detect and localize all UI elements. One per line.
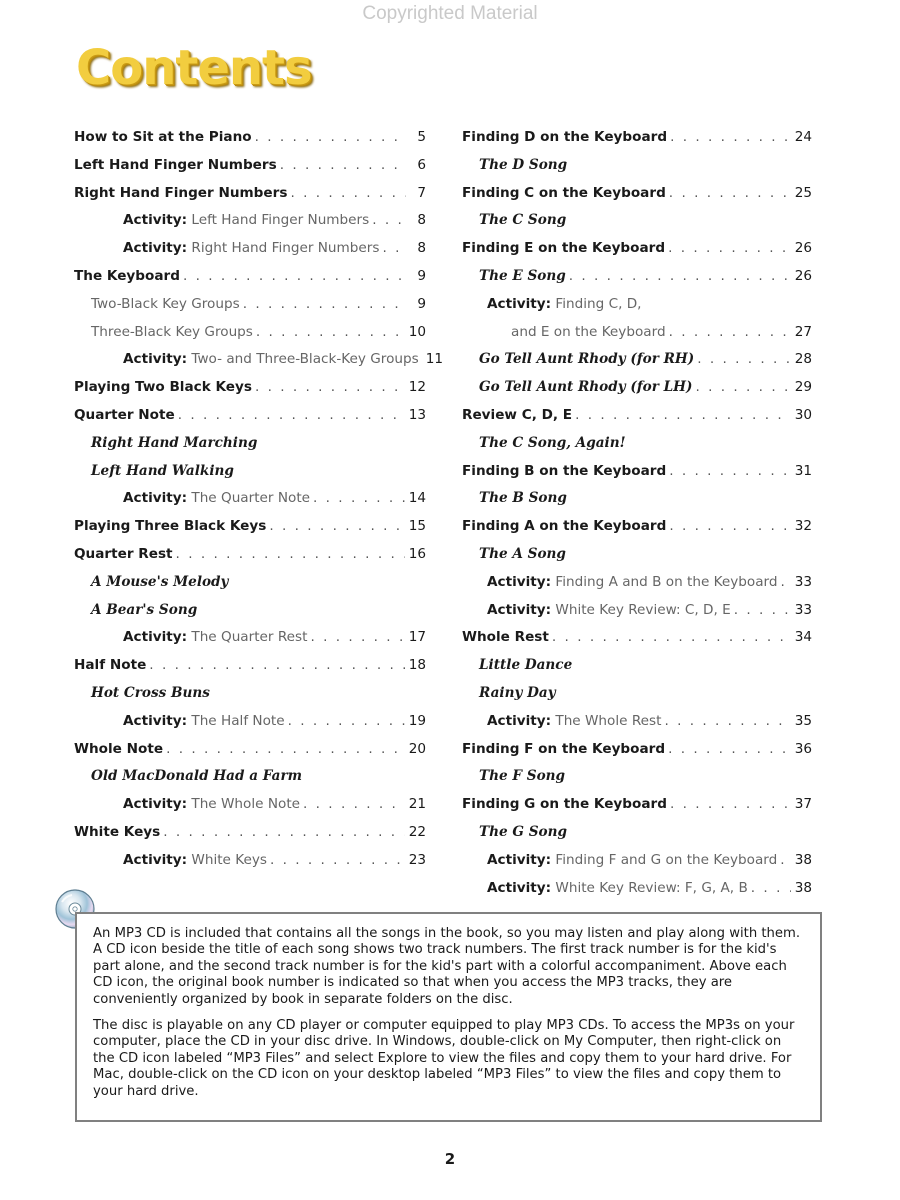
toc-entry-title: The B Song: [479, 490, 567, 507]
dot-leader: [178, 402, 405, 430]
toc-entry: [74, 513, 426, 541]
page-ref: 35: [794, 712, 812, 729]
page-ref: 21: [408, 796, 426, 813]
mp3-cd-info-box: [75, 912, 822, 1122]
toc-entry-title: [487, 597, 731, 625]
dot-leader: [780, 847, 790, 875]
toc-entry: [74, 430, 426, 458]
toc-entry-title: Go Tell Aunt Rhody (for RH): [479, 351, 695, 368]
toc-entry: [74, 485, 426, 513]
toc-entry-title: Two-Black Key Groups: [91, 295, 240, 312]
page-ref: 27: [794, 323, 812, 340]
dot-leader: [670, 124, 791, 152]
toc-entry-title: The F Song: [479, 768, 566, 785]
toc-entry-title: Whole Note: [74, 740, 164, 757]
activity-title: Finding F and G on the Keyboard: [555, 851, 778, 868]
toc-entry-title: The A Song: [479, 545, 566, 562]
page-ref: 34: [794, 629, 812, 646]
toc-entry-title: [123, 791, 300, 819]
toc-entry: [462, 346, 812, 374]
page-ref: 25: [794, 184, 812, 201]
toc-entry-title: Little Dance: [479, 657, 573, 674]
page-ref: 11: [425, 351, 444, 368]
toc-entry: [462, 708, 812, 736]
toc-entry: [462, 152, 812, 180]
dot-leader: [256, 319, 405, 347]
dot-leader: [669, 458, 791, 486]
dot-leader: [255, 124, 406, 152]
page-ref: 32: [794, 518, 812, 535]
activity-label: Activity:: [123, 490, 188, 507]
toc-entry: [462, 652, 812, 680]
page-ref: 22: [408, 823, 426, 840]
toc-entry: [462, 513, 812, 541]
activity-label: Activity:: [123, 240, 188, 257]
toc-entry: [462, 485, 812, 513]
toc-entry-title: A Mouse's Melody: [91, 573, 229, 590]
toc-entry-title: A Bear's Song: [91, 601, 198, 618]
dot-leader: [552, 624, 791, 652]
activity-title: The Whole Rest: [555, 712, 662, 729]
toc-entry: [462, 736, 812, 764]
dot-leader: [280, 152, 406, 180]
dot-leader: [664, 708, 790, 736]
page-ref: 8: [417, 240, 426, 257]
page-ref: 30: [794, 406, 812, 423]
page-title: Contents: [76, 40, 312, 96]
toc-entry: [74, 402, 426, 430]
toc-entry-title: How to Sit at the Piano: [74, 129, 252, 145]
page-ref: 38: [794, 851, 812, 868]
toc-entry: [462, 430, 812, 458]
toc-entry: [74, 374, 426, 402]
toc-entry: [74, 124, 426, 152]
toc-entry-title: [123, 346, 419, 374]
dot-leader: [382, 235, 406, 263]
toc-entry-title: Right Hand Marching: [91, 434, 258, 451]
activity-label: Activity:: [123, 212, 188, 229]
toc-entry: [462, 402, 812, 430]
toc-entry-title: Finding E on the Keyboard: [462, 240, 666, 257]
toc-entry: [462, 680, 812, 708]
toc-entry: [462, 180, 812, 208]
activity-label: Activity:: [123, 851, 188, 868]
dot-leader: [695, 374, 790, 402]
toc-entry: [74, 597, 426, 625]
toc-entry-title: Finding G on the Keyboard: [462, 796, 667, 813]
toc-entry-title: The Keyboard: [74, 267, 180, 284]
toc-entry-title: Whole Rest: [462, 629, 549, 646]
toc-entry: [74, 263, 426, 291]
dot-leader: [149, 652, 404, 680]
activity-label: Activity:: [487, 851, 552, 868]
toc-entry: [74, 847, 426, 875]
toc-entry-title: Playing Three Black Keys: [74, 518, 267, 535]
dot-leader: [303, 791, 405, 819]
page-ref: 19: [408, 712, 426, 729]
activity-label: Activity:: [487, 295, 552, 312]
dot-leader: [183, 263, 406, 291]
toc-entry: [462, 263, 812, 291]
activity-title: Left Hand Finger Numbers: [191, 212, 370, 229]
page-ref: 14: [408, 490, 426, 507]
page-ref: 23: [408, 851, 426, 868]
activity-title: Finding A and B on the Keyboard: [555, 573, 778, 590]
toc-entry-title: Finding B on the Keyboard: [462, 462, 667, 479]
toc-entry: [74, 207, 426, 235]
toc-entry: [462, 597, 812, 625]
page-ref: 18: [408, 657, 426, 674]
copyright-watermark: Copyrighted Material: [362, 3, 538, 24]
toc-entry-title: [487, 708, 661, 736]
toc-entry-title: Quarter Rest: [74, 545, 173, 562]
toc-entry-title: [487, 569, 778, 597]
activity-title: Two- and Three-Black-Key Groups: [191, 351, 419, 368]
toc-entry: [74, 791, 426, 819]
page-ref: 6: [417, 156, 426, 173]
page-ref: 28: [794, 351, 812, 368]
toc-entry-title: Review C, D, E: [462, 406, 573, 423]
toc-entry-title: Half Note: [74, 657, 147, 674]
toc-entry: [462, 458, 812, 486]
page-ref: 12: [408, 379, 426, 396]
page-ref: 24: [794, 129, 812, 145]
toc-entry: [462, 763, 812, 791]
activity-label: Activity:: [487, 712, 552, 729]
toc-entry: [462, 569, 812, 597]
toc-entry-title: Hot Cross Buns: [91, 684, 210, 701]
page-ref: 17: [408, 629, 426, 646]
toc-entry-title: [487, 875, 748, 903]
page-ref: 26: [794, 267, 812, 284]
activity-title: Right Hand Finger Numbers: [191, 240, 380, 257]
page-ref: 9: [417, 295, 426, 312]
dot-leader: [310, 624, 404, 652]
toc-entry: [462, 207, 812, 235]
toc-entry-title: Old MacDonald Had a Farm: [91, 768, 303, 785]
page-ref: 36: [794, 740, 812, 757]
toc-entry-title: Left Hand Walking: [91, 462, 234, 479]
dot-leader: [569, 263, 791, 291]
dot-leader: [668, 235, 791, 263]
toc-entry-title: [123, 847, 267, 875]
toc-entry-title: [123, 207, 369, 235]
page-ref: 20: [408, 740, 426, 757]
toc-entry-title: The C Song, Again!: [479, 434, 626, 451]
toc-entry-title: White Keys: [74, 823, 161, 840]
toc-entry: [74, 180, 426, 208]
toc-entry: [74, 680, 426, 708]
page-ref: 15: [408, 518, 426, 535]
toc-entry-title: [487, 291, 642, 319]
activity-label: Activity:: [487, 601, 552, 618]
dot-leader: [669, 319, 791, 347]
info-paragraph-2: The disc is playable on any CD player or computer equipped to play MP3 CDs. To access the MP3s on your computer, place the CD in your disc drive. In Windows, double-click on My Computer, then right-click on the CD icon labeled “MP3 Files” and select Explore to view the files and copy them to your hard drive. For Mac, double-click on the CD icon on your desktop labeled “MP3 Files” to view the files and copy them to your hard drive.: [93, 1018, 795, 1099]
dot-leader: [670, 791, 791, 819]
toc-entry: [462, 819, 812, 847]
dot-leader: [372, 207, 406, 235]
activity-label: Activity:: [123, 712, 188, 729]
activity-title: White Key Review: F, G, A, B: [555, 879, 748, 896]
toc-entry-title: Finding D on the Keyboard: [462, 129, 668, 145]
dot-leader: [734, 597, 791, 625]
toc-entry-title: Right Hand Finger Numbers: [74, 184, 288, 201]
toc-entry: [74, 819, 426, 847]
page-ref: 8: [417, 212, 426, 229]
dot-leader: [751, 875, 791, 903]
toc-entry-title: The E Song: [479, 267, 566, 284]
toc-entry: [462, 791, 812, 819]
toc-entry-title: Three-Black Key Groups: [91, 323, 253, 340]
activity-title: White Keys: [191, 851, 267, 868]
toc-entry-title: Go Tell Aunt Rhody (for LH): [479, 379, 693, 396]
activity-title: The Quarter Note: [191, 490, 311, 507]
toc-entry: [462, 291, 812, 319]
page-ref: 31: [794, 462, 812, 479]
toc-entry-title: [123, 235, 379, 263]
toc-entry: [462, 541, 812, 569]
toc-entry: [74, 541, 426, 569]
toc-entry: [74, 458, 426, 486]
dot-leader: [669, 180, 791, 208]
activity-title: The Quarter Rest: [191, 629, 308, 646]
page-ref: 9: [417, 267, 426, 284]
dot-leader: [669, 513, 790, 541]
toc-entry: [74, 319, 426, 347]
toc-entry-title: Finding C on the Keyboard: [462, 184, 666, 201]
activity-label: Activity:: [487, 879, 552, 896]
toc-entry: [74, 652, 426, 680]
toc-entry-title: [123, 624, 307, 652]
toc-entry: [74, 708, 426, 736]
page-ref: 38: [794, 879, 812, 896]
dot-leader: [575, 402, 791, 430]
toc-entry-title: Finding A on the Keyboard: [462, 518, 667, 535]
activity-label: Activity:: [123, 351, 188, 368]
toc-entry: [74, 152, 426, 180]
toc-entry-title: [123, 485, 310, 513]
dot-leader: [313, 485, 405, 513]
page-ref: 13: [408, 406, 426, 423]
page-number: 2: [444, 1150, 456, 1168]
toc-entry: [462, 235, 812, 263]
toc-entry: [462, 624, 812, 652]
toc-entry: [74, 291, 426, 319]
dot-leader: [270, 847, 405, 875]
toc-entry: [74, 736, 426, 764]
dot-leader: [163, 819, 404, 847]
toc-entry: [462, 875, 812, 903]
page-ref: 5: [417, 129, 426, 145]
dot-leader: [176, 541, 405, 569]
toc-entry-title: [487, 847, 777, 875]
toc-entry-title: and E on the Keyboard: [511, 323, 666, 340]
activity-title: The Half Note: [191, 712, 285, 729]
activity-label: Activity:: [487, 573, 552, 590]
dot-leader: [166, 736, 405, 764]
toc-entry: [462, 124, 812, 152]
page-ref: 33: [794, 601, 812, 618]
page-ref: 7: [417, 184, 426, 201]
toc-entry: [462, 847, 812, 875]
toc-entry-title: Left Hand Finger Numbers: [74, 156, 277, 173]
page-ref: 37: [794, 796, 812, 813]
toc-entry: [74, 235, 426, 263]
page-ref: 29: [794, 379, 812, 396]
toc-entry: [74, 624, 426, 652]
toc-entry: [74, 763, 426, 791]
dot-leader: [290, 180, 406, 208]
page-ref: 10: [408, 323, 426, 340]
toc-entry-title: Quarter Note: [74, 406, 175, 423]
toc-left-column: [74, 124, 444, 875]
toc-entry-title: Finding F on the Keyboard: [462, 740, 666, 757]
dot-leader: [243, 291, 406, 319]
page-ref: 16: [408, 545, 426, 562]
toc-entry-title: Playing Two Black Keys: [74, 379, 252, 396]
dot-leader: [781, 569, 791, 597]
toc-right-column: [462, 124, 812, 902]
activity-label: Activity:: [123, 796, 188, 813]
dot-leader: [668, 736, 791, 764]
page-ref: 33: [794, 573, 812, 590]
activity-label: Activity:: [123, 629, 188, 646]
info-paragraph-1: An MP3 CD is included that contains all the songs in the book, so you may listen and play along with them. A CD icon beside the title of each song shows two track numbers. The first track number is for the kid's part alone, and the second track number is for the kid's part with a colorful accompaniment. Above each CD icon, the original book number is indicated so that when you access the MP3 tracks, they are conveniently organized by book in separate folders on the disc.: [93, 926, 801, 1007]
activity-title: Finding C, D,: [555, 295, 642, 312]
toc-entry: [462, 374, 812, 402]
toc-entry-title: The D Song: [479, 156, 568, 173]
activity-title: The Whole Note: [191, 796, 301, 813]
toc-entry: [74, 346, 444, 374]
page-ref: 26: [794, 240, 812, 257]
toc-entry-title: The C Song: [479, 212, 567, 229]
toc-entry-title: The G Song: [479, 823, 567, 840]
dot-leader: [288, 708, 405, 736]
toc-entry: [74, 569, 426, 597]
dot-leader: [697, 346, 790, 374]
dot-leader: [269, 513, 404, 541]
toc-entry: [462, 319, 812, 347]
activity-title: White Key Review: C, D, E: [555, 601, 731, 618]
toc-entry-title: Rainy Day: [479, 684, 556, 701]
dot-leader: [255, 374, 405, 402]
toc-entry-title: [123, 708, 285, 736]
